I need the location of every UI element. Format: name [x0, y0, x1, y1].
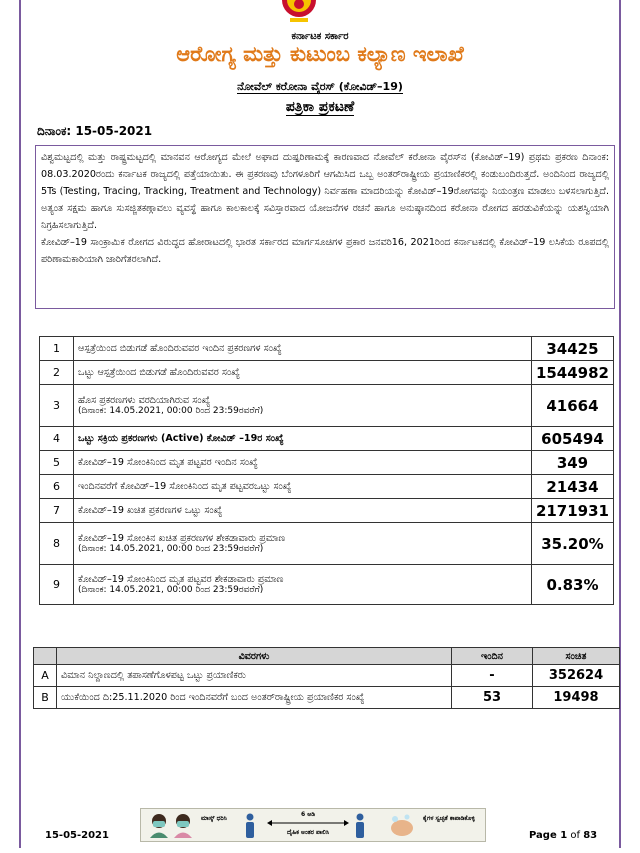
table-row	[40, 475, 614, 499]
table-row	[40, 523, 614, 565]
row-number: 9	[40, 565, 74, 605]
distance-arrow-icon	[267, 820, 349, 826]
row-value: 2171931	[531, 499, 613, 523]
person-left-icon	[243, 813, 257, 839]
row-cumulative: 19498	[533, 687, 620, 709]
row-value: 41664	[531, 385, 613, 427]
row-value: 1544982	[531, 361, 613, 385]
person-right-icon	[353, 813, 367, 839]
row-value: 605494	[531, 427, 613, 451]
intro-paragraph-1: ವಿಶ್ವಮಟ್ಟದಲ್ಲಿ ಮತ್ತು ರಾಷ್ಟ್ರಮಟ್ಟದಲ್ಲಿ ಮಾನವನ ಆರೋಗ್ಯದ ಮೇಲೆ ಅಘಾದ ದುಷ್ಪರಿಣಾಮಕ್ಕೆ ಕಾರಣವಾದ ನೋವೆಲ್ ಕರೋನಾ ವೈರಸ್‌ನ (ಕೋವಿಡ್–19) ಪ್ರಥಮ ಪ್ರಕರಣ ದಿನಾಂಕ: 08.03.2020ರಂದು ಕರ್ನಾಟಕ ರಾಜ್ಯದಲ್ಲಿ ಪತ್ತೆಯಾಯಿತು. ಈ ಪ್ರಕರಣವು ಬೆಂಗಳೂರಿಗೆ ಆಗಮಿಸಿದ ಒಬ್ಬ ಅಂತರ್‌ರಾಷ್ಟ್ರೀಯ ಪ್ರಯಾಣಿಕರಲ್ಲಿ ಕಂಡುಬಂದಿರುತ್ತದೆ. ಅಂದಿನಿಂದ ರಾಜ್ಯದಲ್ಲಿ 5Ts (Testing, Tracing, Tracking, Treatment and Technology) ನಿರ್ವಹಣಾ ಮಾದರಿಯನ್ನು ಕೋವಿಡ್–19ರೋಗವನ್ನು ನಿಯಂತ್ರಣ ಮಾಡಲು ಬಳಸಲಾಗುತ್ತಿದೆ. ಅತ್ಯಂತ ಸಕ್ಷಮ ಹಾಗೂ ಸುಸಜ್ಜಿತಕಣ್ಗಾವಲು ವ್ಯವಸ್ಥೆ ಹಾಗೂ ಕಾಲಕಾಲಕ್ಕೆ ಸವಿಸ್ತಾರವಾದ ಯೋಜನೆಗಳ ರಚನೆ ಹಾಗೂ ಅನುಷ್ಠಾನದಿಂದ ಕರೋನಾ ರೋಗದ ಹರಡುವಿಕೆಯನ್ನು ಯಶಸ್ವಿಯಾಗಿ ನಿಗ್ರಹಿಸಲಾಗುತ್ತಿದೆ.	[41, 152, 609, 231]
government-name: ಕರ್ನಾಟಕ ಸರ್ಕಾರ	[291, 31, 349, 42]
row-label: ಒಟ್ಟು ಆಸ್ಪತ್ರೆಯಿಂದ ಬಿಡುಗಡೆ ಹೊಂದಿರುವವರ ಸಂಖ್ಯೆ	[74, 361, 532, 385]
row-number: 6	[40, 475, 74, 499]
row-label: ಯುಕೆಯಿಂದ ದಿ:25.11.2020 ರಿಂದ ಇಂದಿನವರೆಗೆ ಬಂದ ಅಂತರ್‌ರಾಷ್ಟ್ರೀಯ ಪ್ರಯಾಣಿಕರ ಸಂಖ್ಯೆ	[57, 687, 452, 709]
row-value: 34425	[531, 337, 613, 361]
row-label: ಕೋವಿಡ್–19 ಸೋಂಕಿನ ಖಚಿತ ಪ್ರಕರಣಗಳ ಶೇಕಡಾವಾರು ಪ್ರಮಾಣ (ದಿನಾಂಕ: 14.05.2021, 00:00 ರಿಂದ 23:59ರವರೆಗೆ)	[74, 523, 532, 565]
row-value: 0.83%	[531, 565, 613, 605]
hand-wash-icon	[387, 813, 417, 839]
row-cumulative: 352624	[533, 665, 620, 687]
mask-text: ಮಾಸ್ಕ್ ಧರಿಸಿ	[201, 815, 227, 822]
row-id: B	[34, 687, 57, 709]
distance-text: ದೈಹಿಕ ಅಂತರ ಪಾಲಿಸಿ	[286, 829, 330, 836]
table-row	[40, 427, 614, 451]
table-row	[34, 687, 620, 709]
row-number: 3	[40, 385, 74, 427]
row-value: 35.20%	[531, 523, 613, 565]
row-number: 4	[40, 427, 74, 451]
row-number: 1	[40, 337, 74, 361]
department-title: ಆರೋಗ್ಯ ಮತ್ತು ಕುಟುಂಬ ಕಲ್ಯಾಣ ಇಲಾಖೆ	[176, 42, 464, 66]
row-today: 53	[452, 687, 533, 709]
distance-value: 6 ಅಡಿ	[301, 811, 315, 818]
mask-people-icon	[147, 812, 197, 838]
col-today: ಇಂದಿನ	[452, 648, 533, 665]
row-number: 5	[40, 451, 74, 475]
row-value: 21434	[531, 475, 613, 499]
press-release-title: ಪತ್ರಿಕಾ ಪ್ರಕಟಣೆ	[285, 99, 355, 115]
row-label: ಒಟ್ಟು ಸಕ್ರಿಯ ಪ್ರಕರಣಗಳು (Active) ಕೋವಿಡ್ –19ರ ಸಂಖ್ಯೆ	[74, 427, 532, 451]
row-label: ಹೊಸ ಪ್ರಕರಣಗಳು ವರದಿಯಾಗಿರುವ ಸಂಖ್ಯೆ (ದಿನಾಂಕ: 14.05.2021, 00:00 ರಿಂದ 23:59ರವರೆಗೆ)	[74, 385, 532, 427]
footer-date: 15-05-2021	[45, 830, 109, 841]
table-row	[40, 361, 614, 385]
row-id: A	[34, 665, 57, 687]
table-row	[40, 385, 614, 427]
row-label: ಕೋವಿಡ್–19 ಖಚಿತ ಪ್ರಕರಣಗಳ ಒಟ್ಟು ಸಂಖ್ಯೆ	[74, 499, 532, 523]
intro-box	[35, 145, 615, 309]
col-cumulative: ಸಂಚಿತ	[533, 648, 620, 665]
row-label: ಇಂದಿನವರೆಗೆ ಕೋವಿಡ್–19 ಸೋಂಕಿನಿಂದ ಮೃತ ಪಟ್ಟವರಒಟ್ಟು ಸಂಖ್ಯೆ	[74, 475, 532, 499]
bulletin-date: ದಿನಾಂಕ: 15-05-2021	[37, 124, 153, 138]
row-value: 349	[531, 451, 613, 475]
row-number: 2	[40, 361, 74, 385]
table-header-row	[34, 648, 620, 665]
page-indicator: Page 1 of 83	[529, 830, 598, 841]
table-row	[40, 337, 614, 361]
row-number: 7	[40, 499, 74, 523]
intro-paragraph-2: ಕೋವಿಡ್–19 ಸಾಂಕ್ರಾಮಿಕ ರೋಗದ ವಿರುದ್ಧದ ಹೋರಾಟದಲ್ಲಿ ಭಾರತ ಸರ್ಕಾರದ ಮಾರ್ಗಸೂಚಿಗಳ ಪ್ರಕಾರ ಜನವರಿ16, 2021ರಿಂದ ಕರ್ನಾಟಕದಲ್ಲಿ ಕೋವಿಡ್–19 ಲಸಿಕೆಯ ರೂಪದಲ್ಲಿ ಪರಿಣಾಮಕಾರಿಯಾಗಿ ಜಾರಿಗೆತರಲಾಗಿದೆ.	[41, 237, 609, 265]
karnataka-emblem-icon	[278, 0, 320, 30]
table-row	[34, 665, 620, 687]
row-today: -	[452, 665, 533, 687]
covid-safety-banner	[140, 808, 486, 842]
row-label: ಆಸ್ಪತ್ರೆಯಿಂದ ಬಿಡುಗಡೆ ಹೊಂದಿರುವವರ ಇಂದಿನ ಪ್ರಕರಣಗಳ ಸಂಖ್ಯೆ	[74, 337, 532, 361]
col-details: ವಿವರಗಳು	[57, 648, 452, 665]
table-row	[40, 499, 614, 523]
table-row	[40, 565, 614, 605]
row-label: ಕೋವಿಡ್–19 ಸೋಂಕಿನಿಂದ ಮೃತ ಪಟ್ಟವರ ಶೇಕಡಾವಾರು ಪ್ರಮಾಣ (ದಿನಾಂಕ: 14.05.2021, 00:00 ರಿಂದ 23:59ರವರೆಗೆ)	[74, 565, 532, 605]
subject-heading: ನೋವೆಲ್ ಕರೋನಾ ವೈರಸ್ (ಕೋವಿಡ್–19)	[237, 80, 403, 93]
table-row	[40, 451, 614, 475]
stats-table	[39, 336, 614, 605]
summary-table	[33, 647, 620, 709]
row-label: ವಿಮಾನ ನಿಲ್ದಾಣದಲ್ಲಿ ತಪಾಸಣೆಗೊಳಪಟ್ಟ ಒಟ್ಟು ಪ್ರಯಾಣಿಕರು	[57, 665, 452, 687]
row-number: 8	[40, 523, 74, 565]
row-label: ಕೋವಿಡ್–19 ಸೋಂಕಿನಿಂದ ಮೃತ ಪಟ್ಟವರ ಇಂದಿನ ಸಂಖ್ಯೆ	[74, 451, 532, 475]
hand-wash-text: ಕೈಗಳ ಸ್ವಚ್ಛತೆ ಕಾಪಾಡಿಕೊಳ್ಳಿ	[423, 815, 475, 822]
